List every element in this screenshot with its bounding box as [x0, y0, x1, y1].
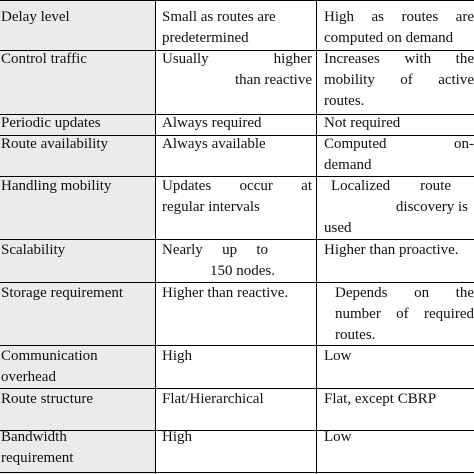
cell-reactive-delay-line1: High as routes are: [324, 9, 474, 25]
cell-reactive-structure: Flat, except CBRP: [324, 391, 437, 407]
cell-reactive-control-line1: Increases with the: [324, 51, 474, 67]
cell-reactive-storage-line2: number of required: [335, 306, 474, 322]
cell-proactive-overhead: High: [162, 348, 192, 364]
cell-proactive-scalability-line2: 150 nodes.: [210, 263, 275, 279]
row-label-control-traffic: Control traffic: [1, 51, 87, 67]
cell-proactive-storage: Higher than reactive.: [162, 285, 289, 301]
cell-reactive-control-line2: mobility of active: [324, 72, 474, 88]
cell-proactive-control-line2: than reactive: [234, 72, 312, 88]
row-divider: [0, 0, 474, 1]
cell-proactive-scalability-line1: Nearly up to: [162, 242, 268, 258]
row-divider: [0, 472, 474, 473]
cell-proactive-structure: Flat/Hierarchical: [162, 391, 264, 407]
row-label-scalability: Scalability: [1, 242, 66, 258]
row-label-bandwidth-line1: Bandwidth: [1, 429, 67, 445]
col-divider-2: [316, 0, 317, 474]
cell-reactive-control-line3: routes.: [324, 93, 365, 109]
row-label-delay-level: Delay level: [1, 9, 70, 25]
cell-reactive-overhead: Low: [324, 348, 352, 364]
cell-reactive-mobility-line3: used: [324, 220, 352, 236]
row-label-communication-line1: Communication: [1, 348, 98, 364]
cell-reactive-mobility-line1: Localized route: [331, 178, 451, 194]
cell-reactive-periodic: Not required: [324, 115, 401, 131]
row-label-periodic-updates: Periodic updates: [1, 115, 101, 131]
cell-proactive-bandwidth: High: [162, 429, 192, 445]
cell-proactive-mobility-line1: Updates occur at: [162, 178, 312, 194]
row-label-route-structure: Route structure: [1, 391, 94, 407]
cell-proactive-mobility-line2: regular intervals: [162, 199, 260, 215]
cell-reactive-storage-line1: Depends on the: [335, 285, 474, 301]
cell-reactive-bandwidth: Low: [324, 429, 352, 445]
cell-proactive-delay-line2: predetermined: [162, 30, 249, 46]
cell-proactive-control-line1: Usually higher: [162, 51, 312, 67]
row-label-storage-requirement: Storage requirement: [1, 285, 124, 301]
cell-proactive-delay-line1: Small as routes are: [162, 9, 276, 25]
col-divider-1: [155, 0, 156, 474]
cell-reactive-availability-line1: Computed on-: [324, 136, 474, 152]
row-label-communication-line2: overhead: [1, 369, 56, 385]
row-label-bandwidth-line2: requirement: [1, 450, 74, 466]
cell-reactive-storage-line3: routes.: [335, 327, 376, 343]
cell-reactive-availability-line2: demand: [324, 157, 372, 173]
cell-proactive-availability: Always available: [162, 136, 266, 152]
cell-reactive-scalability: Higher than proactive.: [324, 242, 459, 258]
cell-reactive-mobility-line2: discovery is: [395, 199, 468, 215]
cell-reactive-delay-line2: computed on demand: [324, 30, 454, 46]
row-label-handling-mobility: Handling mobility: [1, 178, 112, 194]
row-label-route-availability: Route availability: [1, 136, 109, 152]
cell-proactive-periodic: Always required: [162, 115, 262, 131]
